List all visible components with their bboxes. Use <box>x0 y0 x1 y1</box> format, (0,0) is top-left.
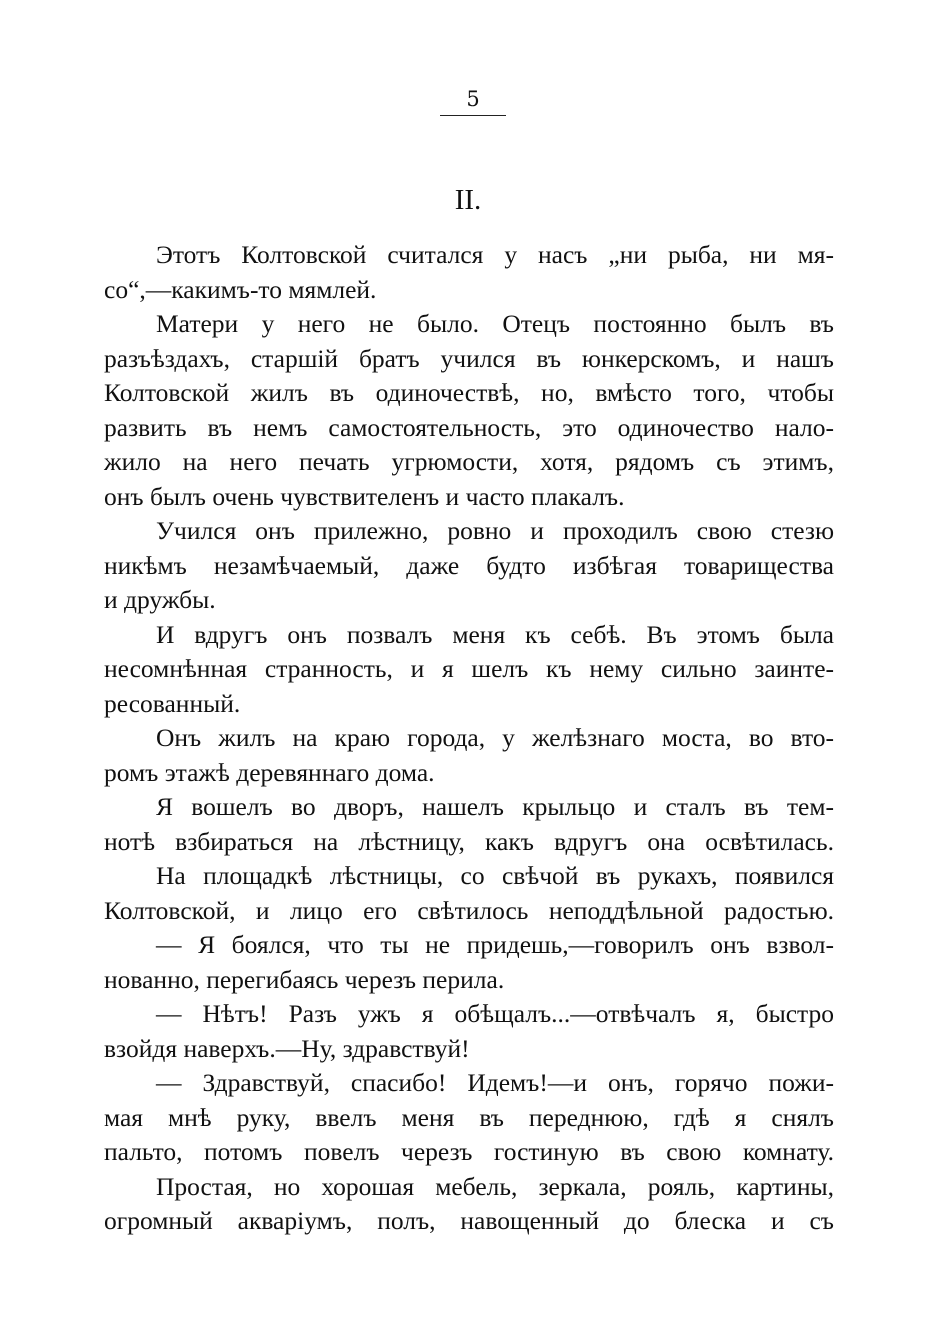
text-line: Этотъ Колтовской считался у насъ „ни рыба, ни мя- <box>156 240 834 269</box>
text-line: мая мнѣ руку, ввелъ меня въ переднюю, гдѣ я снялъ <box>104 1102 834 1132</box>
text-line: Онъ жилъ на краю города, у желѣзнаго моста, во вто- <box>156 723 834 752</box>
text-line: несомнѣнная странность, и я шелъ къ нему сильно заинте- <box>104 654 834 683</box>
text-line: пальто, потомъ повелъ черезъ гостиную въ свою комнату. <box>104 1137 834 1166</box>
text-line: разъѣздахъ, старшій братъ учился въ юнкерскомъ, и нашъ <box>104 343 834 373</box>
text-line: ромъ этажѣ деревяннаго дома. <box>104 757 435 787</box>
text-line: огромный акваріумъ, полъ, навощенный до блеска и съ <box>104 1206 834 1235</box>
text-line: жило на него печать угрюмости, хотя, рядомъ съ этимъ, <box>104 447 834 476</box>
text-line: нотѣ взбираться на лѣстницу, какъ вдругъ она освѣтилась. <box>104 826 834 856</box>
text-line: развить въ немъ самостоятельность, это одиночество нало- <box>104 412 834 442</box>
text-line: Простая, но хорошая мебель, зеркала, рояль, картины, <box>156 1171 834 1201</box>
text-line: никѣмъ незамѣчаемый, даже будто избѣгая товарищества <box>104 550 834 580</box>
text-line: И вдругъ онъ позвалъ меня къ себѣ. Въ этомъ была <box>156 619 834 649</box>
body-text <box>104 238 834 1239</box>
text-line: Матери у него не было. Отецъ постоянно былъ въ <box>156 309 834 338</box>
text-line: взойдя наверхъ.—Ну, здравствуй! <box>104 1033 470 1063</box>
text-line: — Здравствуй, спасибо! Идемъ!—и онъ, горячо пожи- <box>156 1068 834 1097</box>
text-line: ресованный. <box>104 688 241 718</box>
text-line: Колтовской, и лицо его свѣтилось неподдѣльной радостью. <box>104 895 834 925</box>
page-number: 5 <box>440 86 506 116</box>
text-line: и дружбы. <box>104 585 216 614</box>
text-line: — Я боялся, что ты не придешь,—говорилъ онъ взвол- <box>156 930 834 959</box>
text-line: — Нѣтъ! Разъ ужъ я обѣщалъ...—отвѣчалъ я, быстро <box>156 999 834 1028</box>
text-line: Колтовской жилъ въ одиночествѣ, но, вмѣсто того, чтобы <box>104 378 834 407</box>
text-line: со“,—какимъ-то мямлей. <box>104 274 377 304</box>
text-line: онъ былъ очень чувствителенъ и часто плакалъ. <box>104 481 625 511</box>
text-line: Я вошелъ во дворъ, нашелъ крыльцо и сталъ въ тем- <box>156 792 834 821</box>
text-line: На площадкѣ лѣстницы, со свѣчой въ рукахъ, появился <box>156 861 834 890</box>
text-line: нованно, перегибаясь черезъ перила. <box>104 964 505 994</box>
chapter-heading: II. <box>454 184 482 216</box>
text-line: Учился онъ прилежно, ровно и проходилъ свою стезю <box>156 516 834 545</box>
